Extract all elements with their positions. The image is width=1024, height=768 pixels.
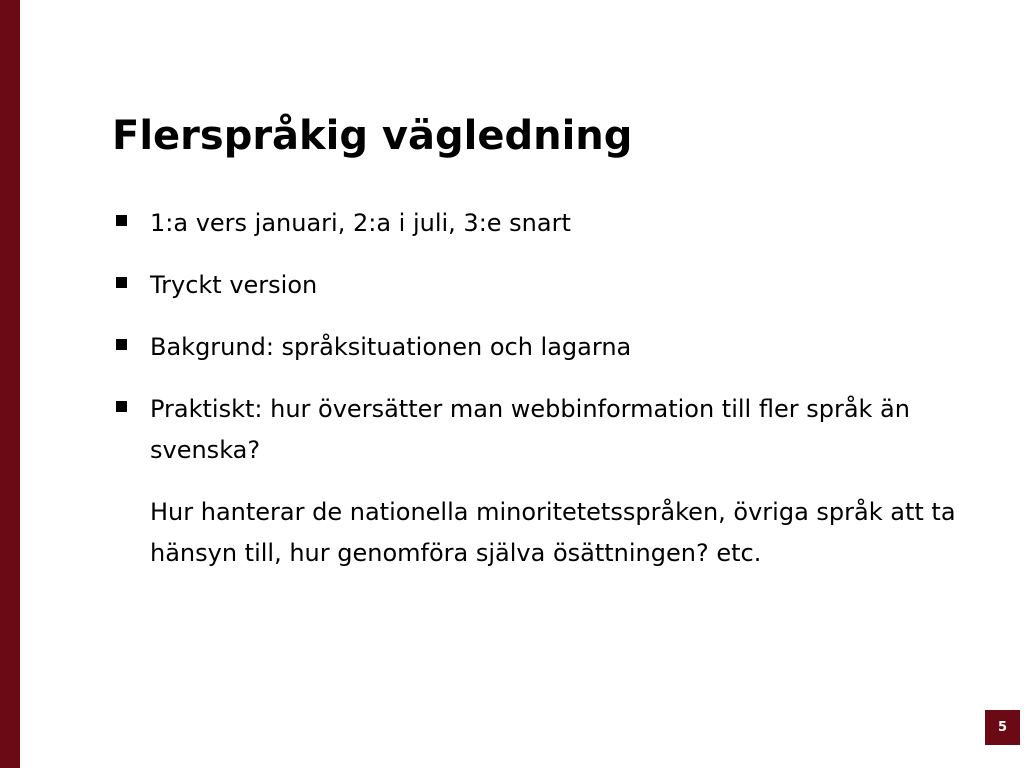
page-number-badge <box>985 710 1020 745</box>
square-bullet-icon <box>116 401 127 412</box>
square-bullet-icon <box>116 339 127 350</box>
square-bullet-icon <box>116 277 127 288</box>
bullet-text: Praktiskt: hur översätter man webbinformation till fler språk än svenska? <box>150 395 910 464</box>
bullet-text: 1:a vers januari, 2:a i juli, 3:e snart <box>150 209 571 237</box>
bullet-item <box>112 203 972 244</box>
bullet-item <box>112 327 972 368</box>
page-number: 5 <box>997 720 1008 735</box>
square-bullet-icon <box>116 215 127 226</box>
left-accent-bar <box>0 0 20 768</box>
bullet-text: Bakgrund: språksituationen och lagarna <box>150 333 632 361</box>
bullet-text: Tryckt version <box>150 271 318 299</box>
sub-paragraph: Hur hanterar de nationella minoritetetsspråken, övriga språk att ta hänsyn till, hur genomföra själva ösättningen? etc. <box>150 498 956 567</box>
bullet-item <box>112 389 972 471</box>
sub-paragraph-item <box>112 492 972 574</box>
bullet-item <box>112 265 972 306</box>
bullet-list <box>112 203 972 574</box>
slide-title: Flerspråkig vägledning <box>112 113 633 159</box>
